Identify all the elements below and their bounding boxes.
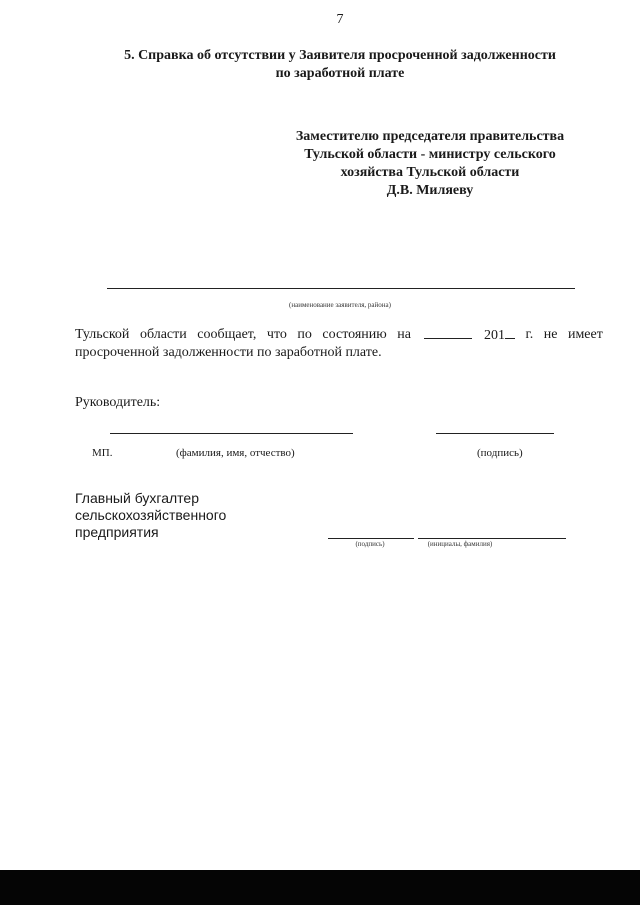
accountant-signature-caption: (подпись) xyxy=(355,540,385,548)
accountant-name-caption: (инициалы, фамилия) xyxy=(427,540,493,548)
accountant-line-1: Главный бухгалтер xyxy=(75,490,199,506)
accountant-line-2: сельскохозяйственного xyxy=(75,507,227,523)
addressee-line-4: Д.В. Миляеву xyxy=(386,183,474,198)
heading-line-1: 5. Справка об отсутствии у Заявителя просроченной задолженности xyxy=(124,48,556,63)
head-name-caption: (фамилия, имя, отчество) xyxy=(176,447,295,459)
head-signature-line xyxy=(436,433,554,434)
accountant-signature-line xyxy=(328,538,414,539)
addressee-line-2: Тульской области - министру сельского xyxy=(304,147,556,162)
heading-line-2: по заработной плате xyxy=(275,66,405,81)
stamp-label: МП. xyxy=(92,447,113,459)
date-blank xyxy=(424,326,472,339)
addressee-block xyxy=(270,128,590,200)
applicant-caption: (наименование заявителя, района) xyxy=(289,301,391,309)
year-blank xyxy=(505,326,515,339)
accountant-line-3: предприятия xyxy=(75,524,159,540)
statement-line-2: просроченной задолженности по заработной плате. xyxy=(75,345,382,360)
page-number: 7 xyxy=(336,12,344,27)
addressee-line-1: Заместителю председателя правительства xyxy=(295,129,565,144)
head-signature-caption: (подпись) xyxy=(477,447,523,459)
document-heading xyxy=(60,47,620,83)
statement-line-1: Тульской области сообщает, что по состоянию на 201 г. не имеет xyxy=(75,327,603,343)
year-field: 201 xyxy=(484,326,515,344)
statement-text xyxy=(75,326,603,361)
addressee-line-3: хозяйства Тульской области xyxy=(340,165,520,180)
accountant-name-line xyxy=(418,538,566,539)
scan-border xyxy=(0,870,640,905)
head-label: Руководитель: xyxy=(75,395,161,410)
accountant-title xyxy=(75,490,226,541)
head-name-line xyxy=(110,433,353,434)
applicant-name-line xyxy=(107,288,575,289)
